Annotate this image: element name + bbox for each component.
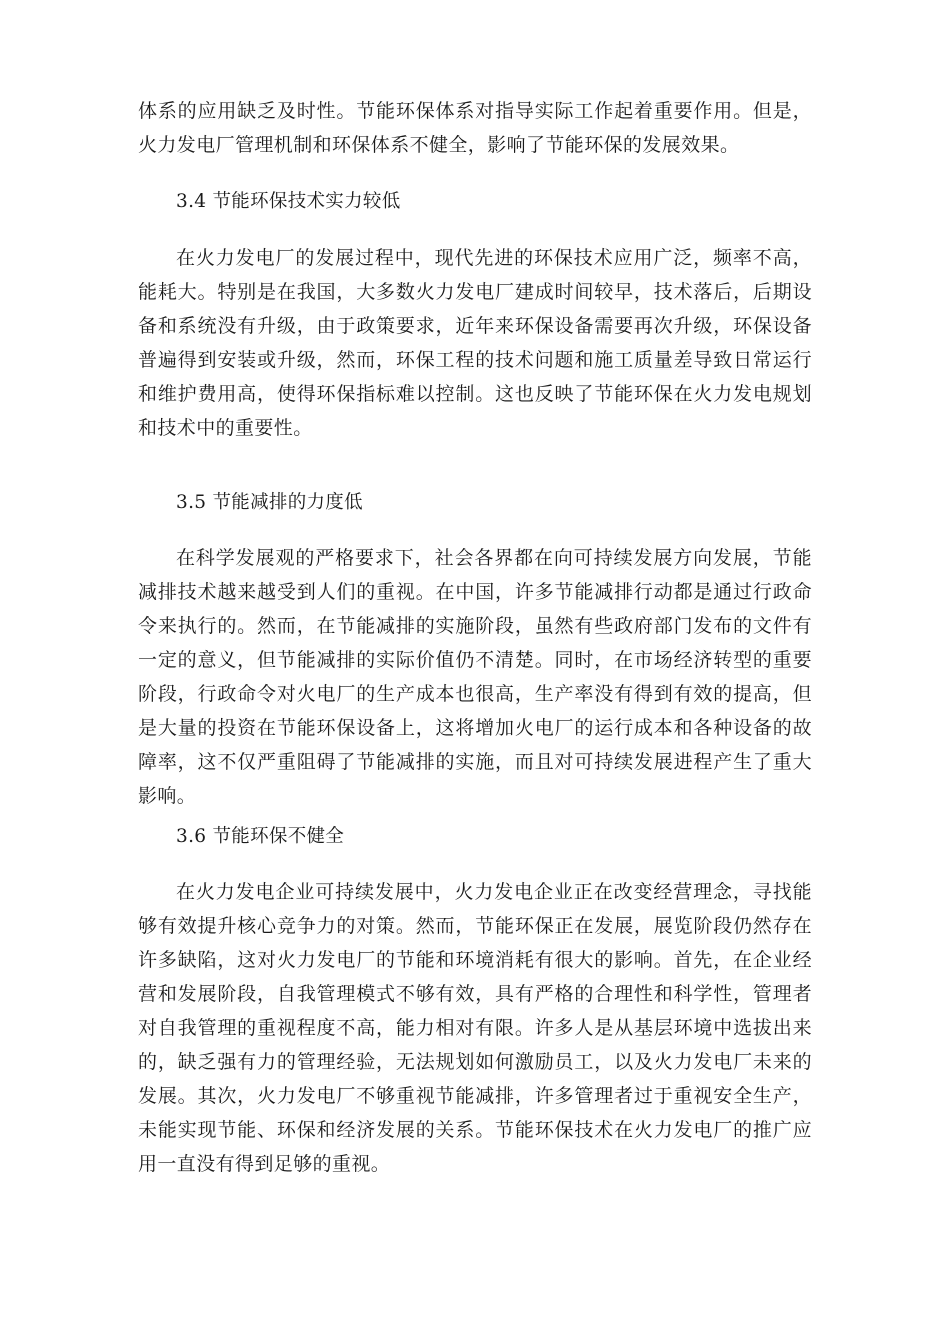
section-heading-3-5: 3.5 节能减排的力度低 <box>176 492 363 513</box>
paragraph-continuation: 体系的应用缺乏及时性。节能环保体系对指导实际工作起着重要作用。但是，火力发电厂管理机制和环保体系不健全，影响了节能环保的发展效果。 <box>138 100 812 156</box>
section-heading-3-6: 3.6 节能环保不健全 <box>176 826 345 847</box>
paragraph-section-3-4: 在火力发电厂的发展过程中，现代先进的环保技术应用广泛，频率不高，能耗大。特别是在我国，大多数火力发电厂建成时间较早，技术落后，后期设备和系统没有升级，由于政策要求，近年来环保设备需要再次升级，环保设备普遍得到安装或升级，然而，环保工程的技术问题和施工质量差导致日常运行和维护费用高，使得环保指标难以控制。这也反映了节能环保在火力发电规划和技术中的重要性。 <box>138 247 812 439</box>
paragraph-section-3-5: 在科学发展观的严格要求下，社会各界都在向可持续发展方向发展，节能减排技术越来越受到人们的重视。在中国，许多节能减排行动都是通过行政命令来执行的。然而，在节能减排的实施阶段，虽然有些政府部门发布的文件有一定的意义，但节能减排的实际价值仍不清楚。同时，在市场经济转型的重要阶段，行政命令对火电厂的生产成本也很高，生产率没有得到有效的提高，但是大量的投资在节能环保设备上，这将增加火电厂的运行成本和各种设备的故障率，这不仅严重阻碍了节能减排的实施，而且对可持续发展进程产生了重大影响。 <box>138 547 812 807</box>
paragraph-section-3-6: 在火力发电企业可持续发展中，火力发电企业正在改变经营理念，寻找能够有效提升核心竞争力的对策。然而，节能环保正在发展，展览阶段仍然存在许多缺陷，这对火力发电厂的节能和环境消耗有很大的影响。首先，在企业经营和发展阶段，自我管理模式不够有效，具有严格的合理性和科学性，管理者对自我管理的重视程度不高，能力相对有限。许多人是从基层环境中选拔出来的，缺乏强有力的管理经验，无法规划如何激励员工，以及火力发电厂未来的发展。其次，火力发电厂不够重视节能减排，许多管理者过于重视安全生产，未能实现节能、环保和经济发展的关系。节能环保技术在火力发电厂的推广应用一直没有得到足够的重视。 <box>138 881 812 1175</box>
section-heading-3-4: 3.4 节能环保技术实力较低 <box>176 191 401 212</box>
